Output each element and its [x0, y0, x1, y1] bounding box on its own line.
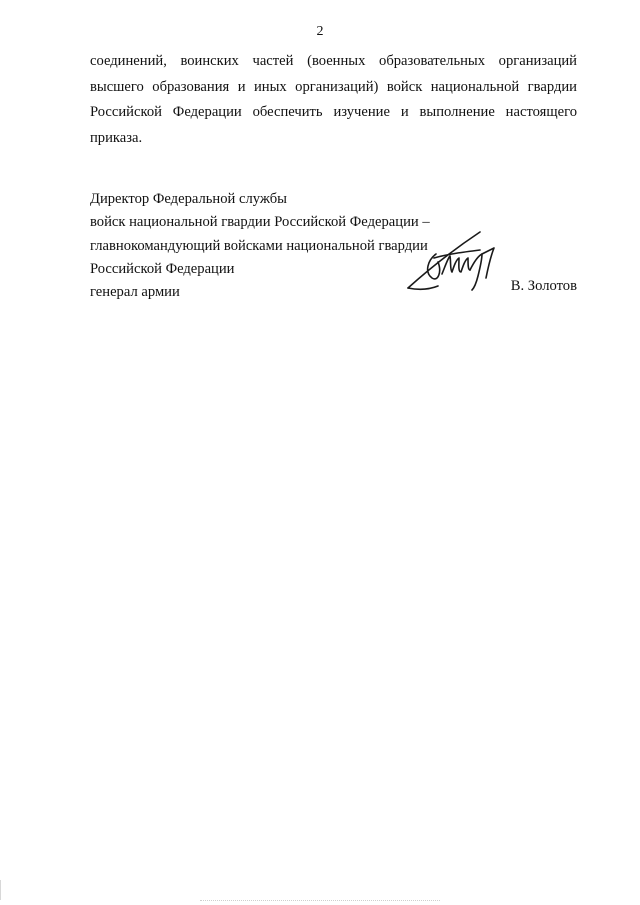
- body-line: высшего образования и иных организаций) войск национальной гвардии: [90, 78, 577, 95]
- signatory-title-line: главнокомандующий войсками национальной гвардии: [90, 237, 428, 254]
- signatory-title-line: Российской Федерации: [90, 260, 235, 277]
- body-line: приказа.: [90, 129, 143, 146]
- signatory-title-line: войск национальной гвардии Российской Федерации –: [90, 214, 430, 231]
- scan-margin-mark: [0, 880, 1, 900]
- body-line: соединений, воинских частей (военных образовательных организаций: [90, 53, 577, 69]
- signatory-rank: генерал армии: [90, 284, 180, 301]
- signatory-name: В. Золотов: [510, 278, 577, 294]
- signatory-title-line: Директор Федеральной службы: [90, 191, 287, 207]
- page-number: 2: [316, 24, 324, 39]
- scan-bottom-mark: [200, 900, 440, 902]
- body-paragraph: [90, 49, 577, 151]
- handwritten-signature-icon: [398, 228, 510, 294]
- body-line: Российской Федерации обеспечить изучение и выполнение настоящего: [90, 104, 577, 120]
